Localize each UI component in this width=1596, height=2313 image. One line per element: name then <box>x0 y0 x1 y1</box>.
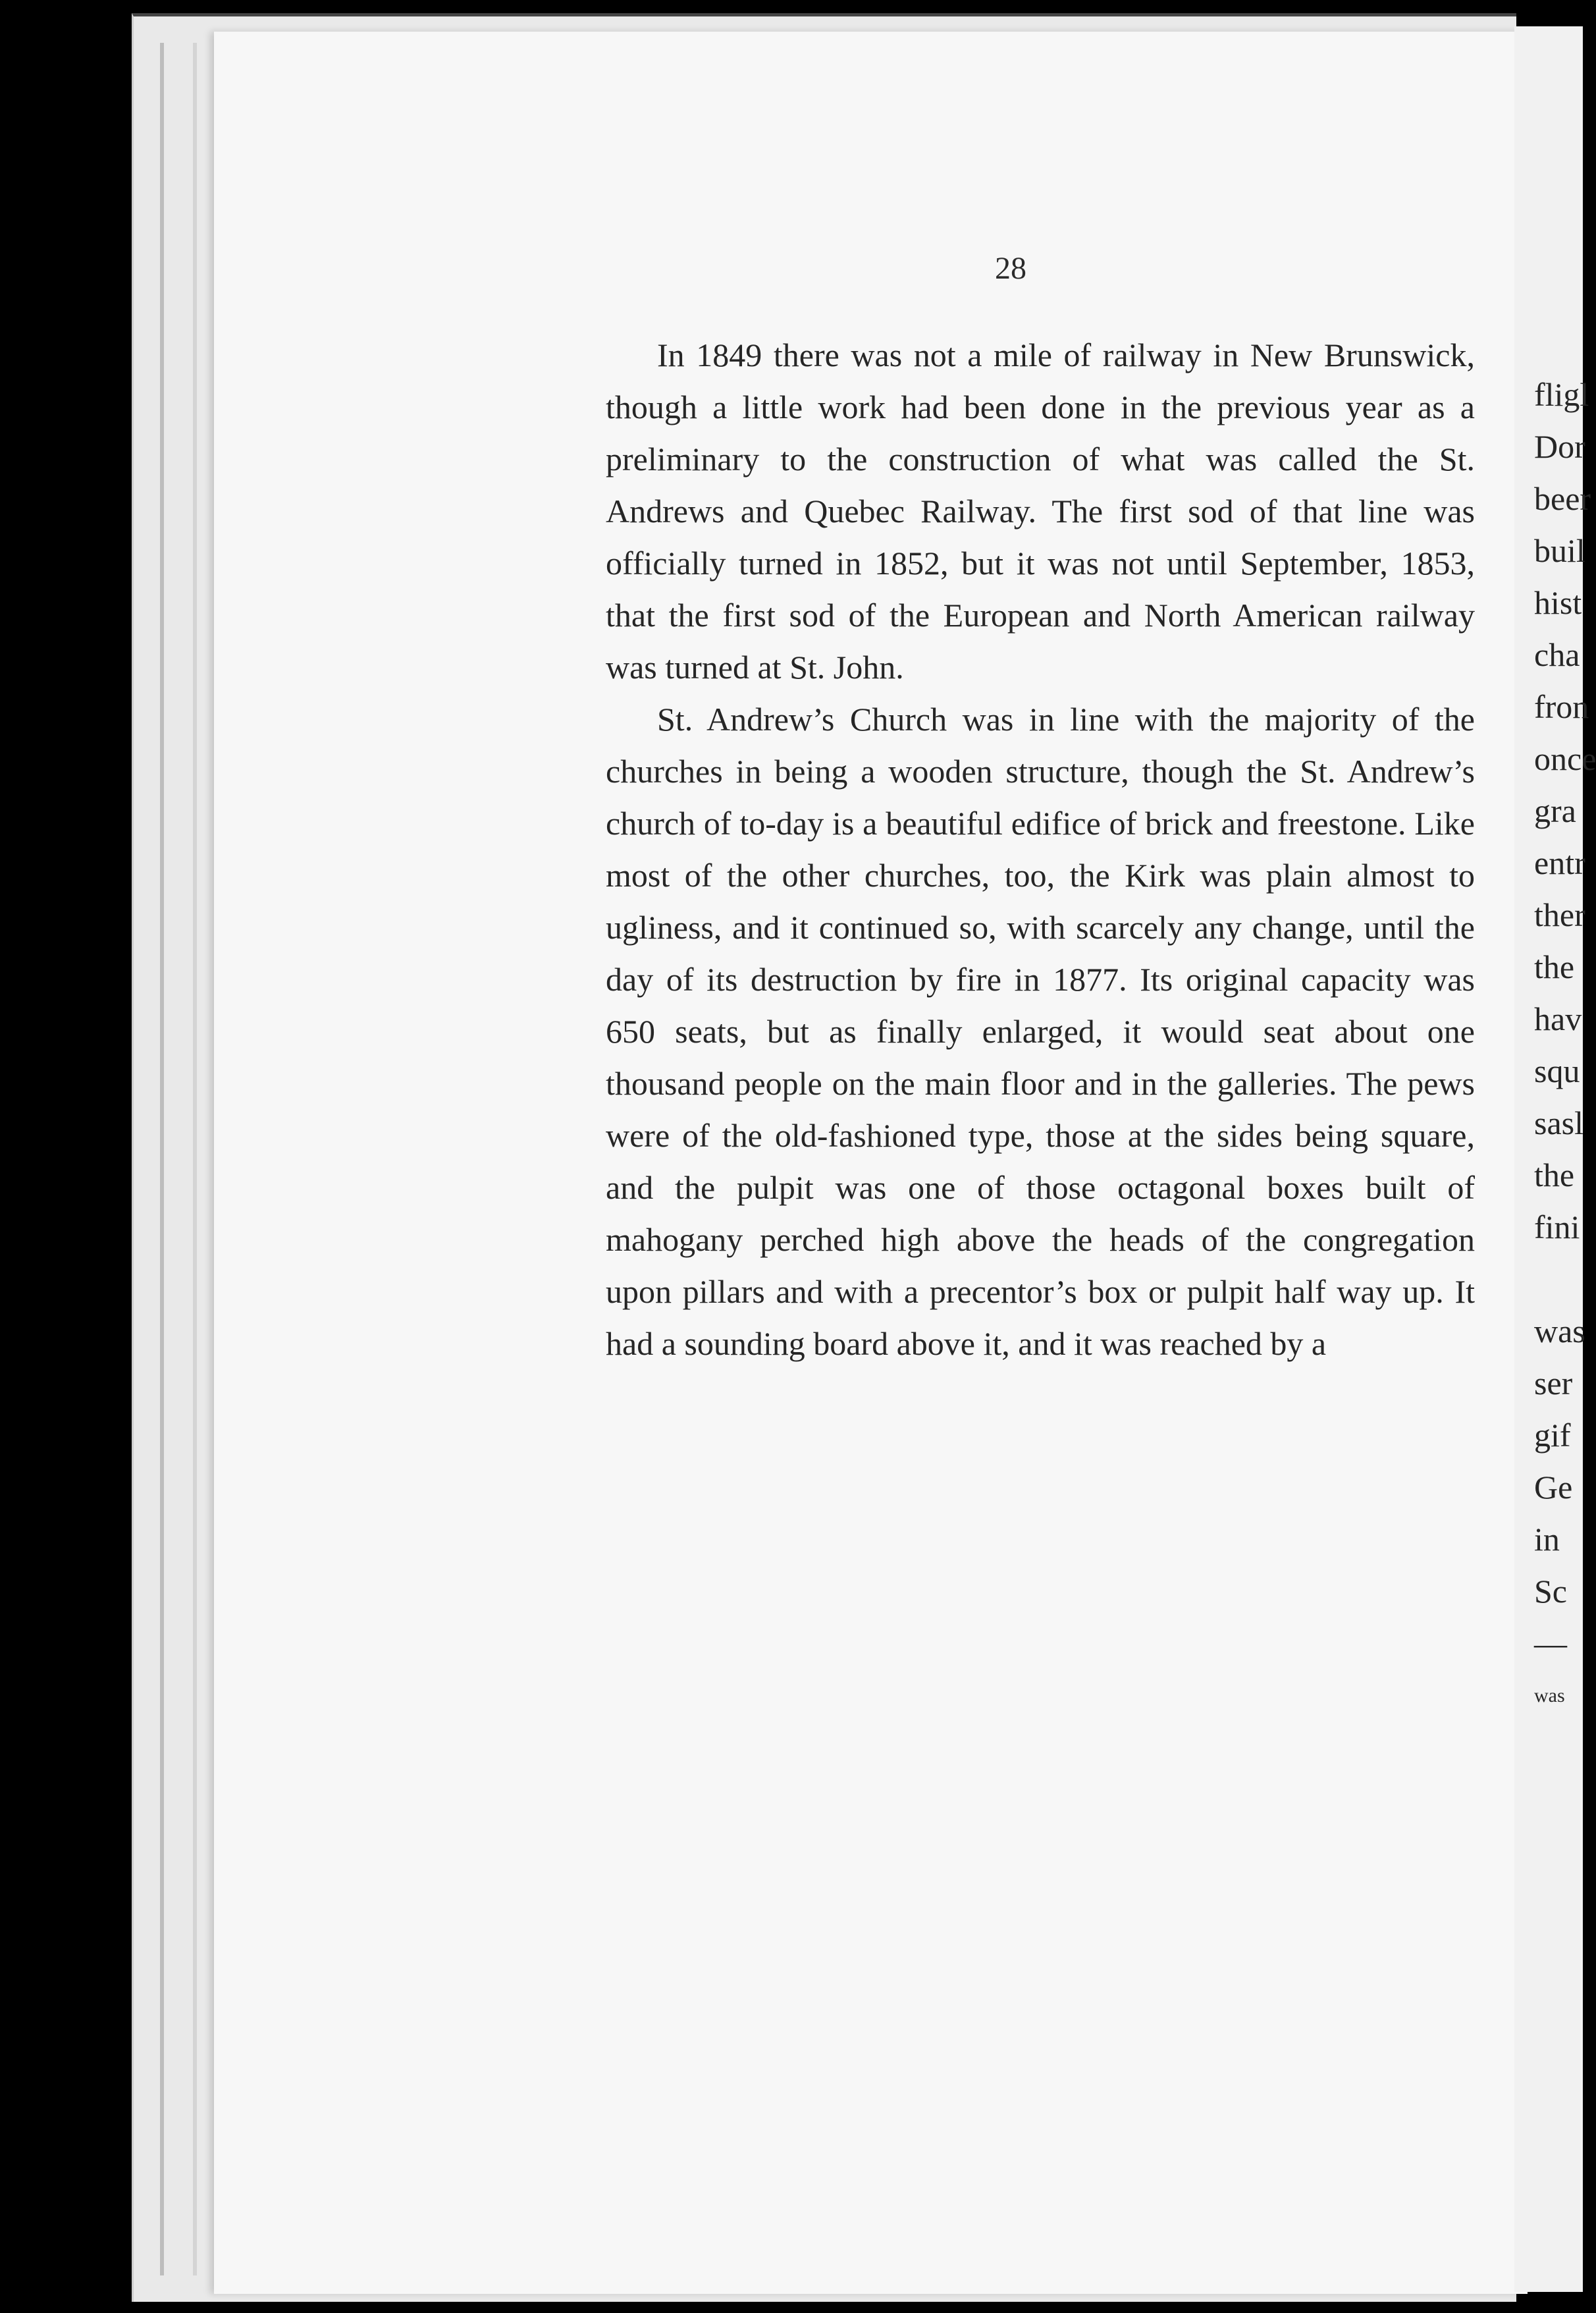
facing-fragment: buil <box>1534 532 1585 569</box>
facing-fragment: entr <box>1534 844 1585 881</box>
facing-fragment: fron <box>1534 688 1589 725</box>
facing-fragment: ther <box>1534 896 1585 933</box>
facing-fragment: Dor <box>1534 428 1585 465</box>
facing-fragment: Sc <box>1534 1573 1567 1610</box>
facing-fragment: gif <box>1534 1417 1571 1454</box>
facing-fragment: sasl <box>1534 1104 1583 1141</box>
facing-fragment <box>1534 1253 1596 1305</box>
facing-fragment: beer <box>1534 480 1591 517</box>
facing-fragment: in <box>1534 1521 1560 1558</box>
paragraph-church: St. Andrew’s Church was in line with the majority of the churches in being a wooden structure, though the St. Andrew’s church of to-day is a beautiful edifice of brick and freestone. Like most of the other churches, too, the Kirk was plain almost to ugliness, and it continued so, with scarcely any change, until the day of its destruction by fire in 1877. Its original capacity was 650 seats, but as finally enlarged, it would seat about one thousand people on the main floor and in the galleries. The pews were of the old-fashioned type, those at the sides being square, and the pulpit was one of those octagonal boxes built of mahogany perched high above the heads of the congregation upon pillars and with a precentor’s box or pulpit half way up. It had a sounding board above it, and it was reached by a <box>606 701 1475 1362</box>
facing-fragment: the <box>1534 948 1575 985</box>
facing-fragment: was <box>1534 1685 1565 1706</box>
facing-fragment: fligl <box>1534 376 1589 413</box>
page-number: 28 <box>995 251 1026 286</box>
facing-fragment: — <box>1534 1625 1567 1662</box>
facing-fragment: fini <box>1534 1209 1580 1245</box>
facing-fragment: Ge <box>1534 1469 1573 1506</box>
facing-fragment: squ <box>1534 1052 1580 1089</box>
facing-page-fragments <box>1534 369 1596 1722</box>
paragraph-railway: In 1849 there was not a mile of railway in New Brunswick, though a little work had been done in the previous year as a preliminary to the construction of what was called the St. Andrews and Quebec Railway. The first sod of that line was officially turned in 1852, but it was not until September, 1853, that the first sod of the European and North American railway was turned at St. John. <box>606 337 1475 686</box>
facing-fragment: gra <box>1534 792 1576 829</box>
facing-fragment: ser <box>1534 1365 1573 1401</box>
body-text <box>606 329 1475 1370</box>
facing-fragment: was <box>1534 1313 1585 1349</box>
facing-fragment: once <box>1534 740 1596 777</box>
facing-fragment: the <box>1534 1156 1575 1193</box>
facing-page-edge <box>1514 26 1596 2292</box>
facing-fragment: hist <box>1534 584 1582 621</box>
facing-fragment: cha <box>1534 636 1580 673</box>
facing-fragment: hav <box>1534 1000 1582 1037</box>
